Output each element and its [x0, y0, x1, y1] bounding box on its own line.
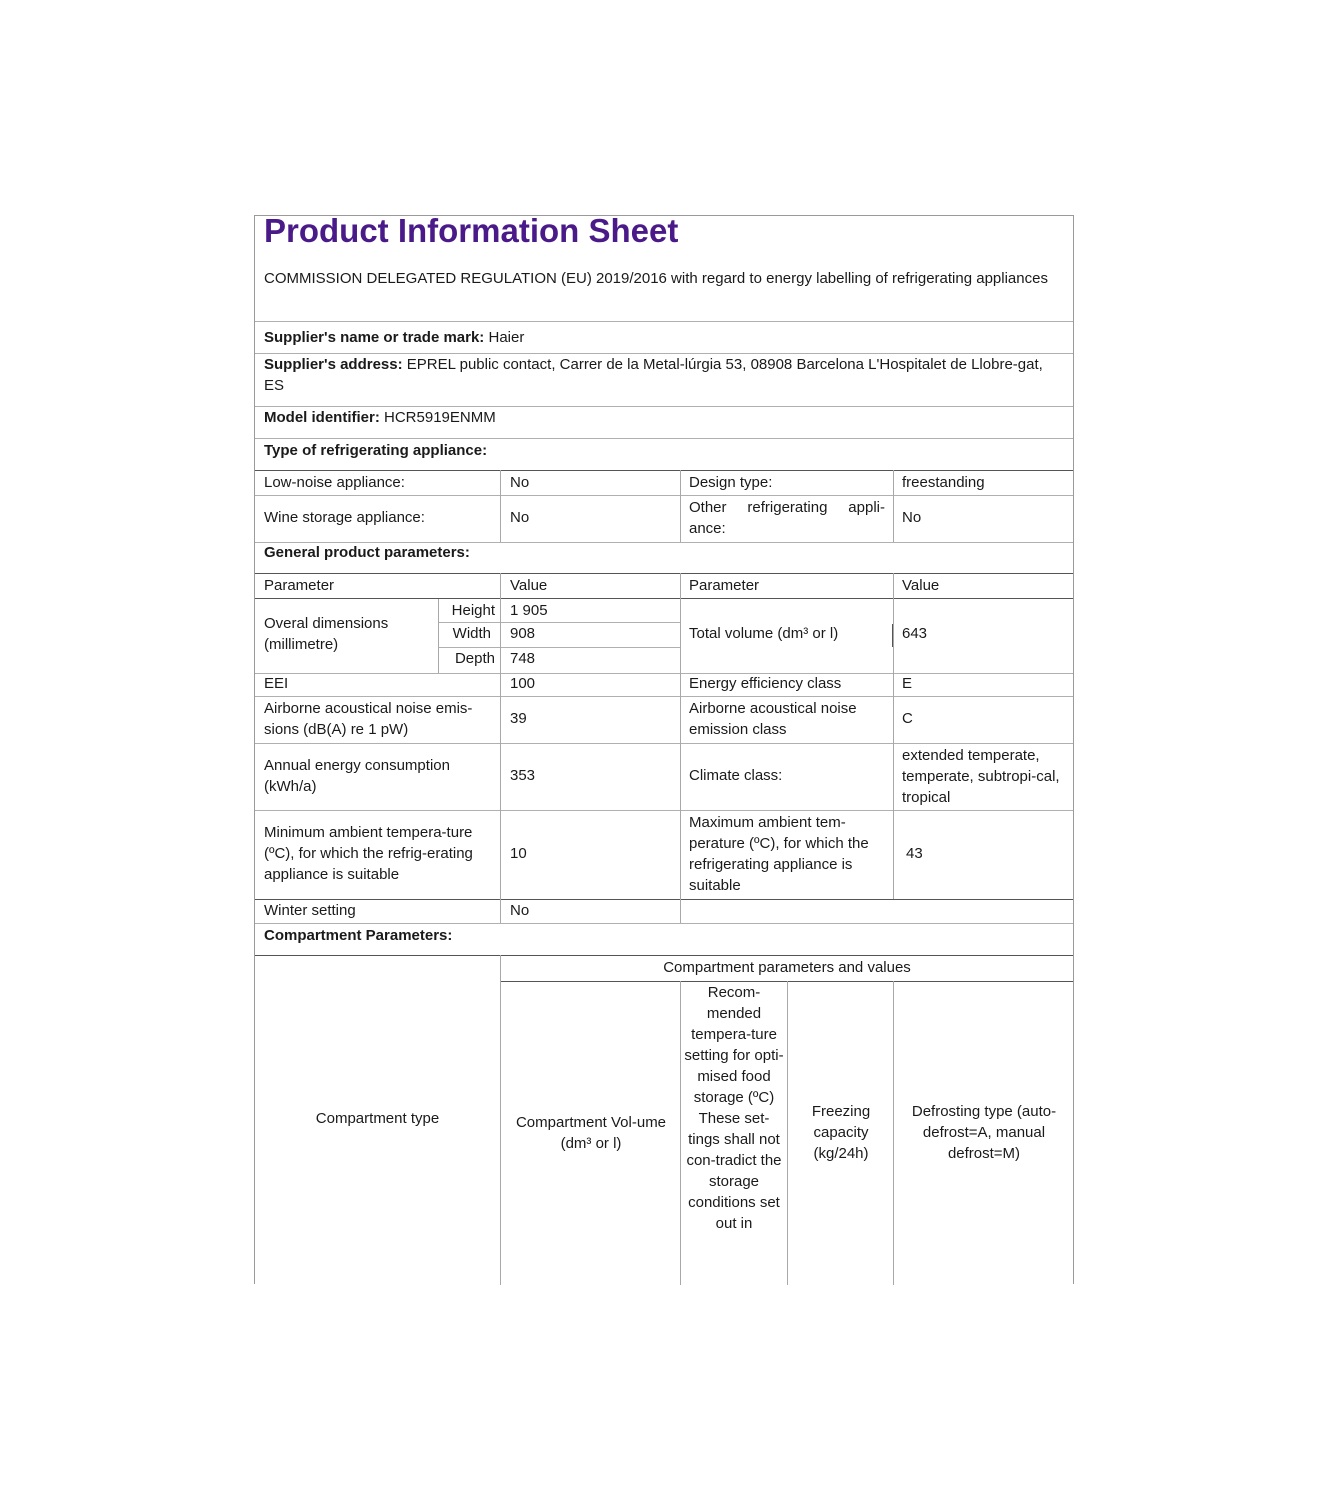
compartment-volume-header: Compartment Vol-ume (dm³ or l) — [515, 1114, 667, 1152]
noise-class-label: Airborne acoustical noise emission class — [689, 700, 857, 738]
min-ambient-label: Minimum ambient tempera-ture (ºC), for which the refrig-erating appliance is suitable — [264, 824, 473, 883]
type-heading: Type of refrigerating appliance: — [264, 442, 488, 459]
noise-class-value: C — [902, 710, 913, 727]
total-volume-label: Total volume (dm³ or l) — [689, 625, 839, 642]
climate-class-label: Climate class: — [689, 767, 783, 784]
climate-class-value: extended temperate, temperate, subtropi-cal, tropical — [902, 747, 1060, 806]
energy-class-label: Energy efficiency class — [689, 675, 842, 692]
freezing-capacity-header: Freezing capacity (kg/24h) — [811, 1103, 871, 1162]
height-label: Height — [451, 602, 495, 619]
other-appliance-label: Other refrigerating appli-ance: — [689, 499, 885, 537]
width-value: 908 — [510, 625, 536, 642]
param-header-2: Parameter — [689, 577, 760, 594]
depth-label: Depth — [454, 650, 495, 667]
winter-setting-label: Winter setting — [264, 902, 356, 919]
compartment-heading: Compartment Parameters: — [264, 927, 453, 944]
noise-emissions-value: 39 — [510, 710, 527, 727]
value-header: Value — [510, 577, 548, 594]
param-header: Parameter — [264, 577, 335, 594]
compartment-group-header: Compartment parameters and values — [663, 959, 911, 976]
noise-emissions-label: Airborne acoustical noise emis-sions (dB(A) re 1 pW) — [264, 700, 473, 738]
supplier-name-value: Haier — [488, 329, 525, 346]
compartment-type-header: Compartment type — [315, 1110, 440, 1127]
annual-energy-value: 353 — [510, 767, 536, 784]
eei-label: EEI — [264, 675, 289, 692]
low-noise-value: No — [510, 474, 530, 491]
design-type-value: freestanding — [902, 474, 985, 491]
other-appliance-value: No — [902, 509, 922, 526]
winter-setting-value: No — [510, 902, 530, 919]
low-noise-label: Low-noise appliance: — [264, 474, 405, 491]
value-header-2: Value — [902, 577, 940, 594]
model-label: Model identifier: — [264, 409, 380, 426]
general-heading: General product parameters: — [264, 544, 470, 561]
defrosting-type-header: Defrosting type (auto-defrost=A, manual defrost=M) — [911, 1103, 1057, 1162]
wine-storage-value: No — [510, 509, 530, 526]
supplier-name-label: Supplier's name or trade mark: — [264, 329, 485, 346]
annual-energy-label: Annual energy consumption (kWh/a) — [264, 757, 450, 795]
min-ambient-value: 10 — [510, 845, 527, 862]
dimensions-label: Overal dimensions (millimetre) — [264, 615, 389, 653]
model-row — [264, 407, 1064, 428]
product-information-sheet — [254, 212, 1074, 1284]
supplier-address-row — [264, 354, 1064, 396]
width-label: Width — [452, 625, 491, 642]
supplier-name-row — [264, 322, 1064, 353]
design-type-label: Design type: — [689, 474, 773, 491]
recommended-temperature-header: Recom-mended tempera-ture setting for opti-mised food storage (ºC) These set-tings shall not con-tradict the storage conditions set out in — [684, 984, 784, 1232]
total-volume-value: 643 — [902, 625, 928, 642]
max-ambient-label: Maximum ambient tem-perature (ºC), for which the refrigerating appliance is suitable — [689, 814, 869, 894]
regulation-text: COMMISSION DELEGATED REGULATION (EU) 2019/2016 with regard to energy labelling of refrigerating appliances — [264, 270, 1048, 287]
eei-value: 100 — [510, 675, 536, 692]
energy-class-value: E — [902, 675, 913, 692]
supplier-address-value: EPREL public contact, Carrer de la Metal-lúrgia 53, 08908 Barcelona L'Hospitalet de Llobre-gat, ES — [264, 356, 1043, 394]
max-ambient-value: 43 — [906, 845, 923, 862]
depth-value: 748 — [510, 650, 536, 667]
height-value: 1 905 — [510, 602, 548, 619]
page-title: Product Information Sheet — [264, 212, 679, 249]
supplier-address-label: Supplier's address: — [264, 356, 403, 373]
wine-storage-label: Wine storage appliance: — [264, 509, 425, 526]
model-value: HCR5919ENMM — [384, 409, 496, 426]
